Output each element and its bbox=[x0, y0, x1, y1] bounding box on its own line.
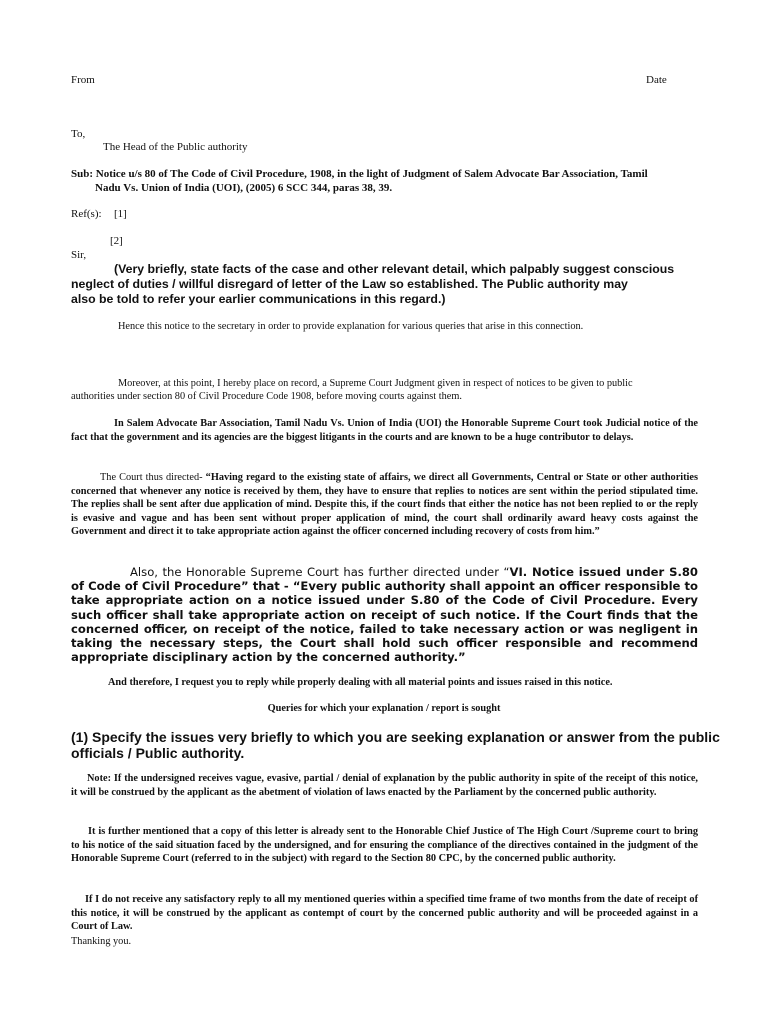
instruction-line-2: neglect of duties / willful disregard of letter of the Law so established. The Public authority may bbox=[71, 277, 628, 291]
note-paragraph: Note: If the undersigned receives vague, evasive, partial / denial of explanation by the public authority in spite of the receipt of this notice, it will be construed by the applicant as the abetment of violation of laws enacted by the Parliament by the concerned public authority. bbox=[71, 773, 698, 798]
closing-line: Thanking you. bbox=[71, 936, 132, 947]
court-directed-lead: The Court thus directed- bbox=[100, 472, 206, 483]
instruction-line-1: (Very briefly, state facts of the case and other relevant detail, which palpably suggest conscious bbox=[114, 262, 675, 276]
further-mentioned-paragraph: It is further mentioned that a copy of this letter is already sent to the Honorable Chief Justice of The High Court /Supreme court to bring to his notice of the said situation faced by the undersigned, and for ensuring the compliance of the directives contained in the judgment of the Honorable Supreme Court (referred to in the subject) with regard to the Section 80 CPC, by the concerned public authority. bbox=[71, 826, 698, 864]
query-1-line-2: officials / Public authority. bbox=[71, 745, 245, 761]
references-label: Ref(s): bbox=[71, 208, 102, 220]
instruction-line-3: also be told to refer your earlier communications in this regard.) bbox=[71, 292, 446, 306]
reference-2: [2] bbox=[110, 235, 123, 247]
also-directed-paragraph bbox=[71, 565, 698, 664]
date-label: Date bbox=[646, 74, 667, 86]
recipient-line: The Head of the Public authority bbox=[103, 141, 248, 153]
no-reply-paragraph: If I do not receive any satisfactory reply to all my mentioned queries within a specified time frame of two months from the date of receipt of this notice, it will be construed by the applicant as contempt of court by the concerned public authority and will be proceeded against in a Court of Law. bbox=[71, 894, 698, 932]
notice-paragraph: Hence this notice to the secretary in order to provide explanation for various queries that arise in this connection. bbox=[118, 321, 584, 332]
query-1-line-1: (1) Specify the issues very briefly to which you are seeking explanation or answer from the public bbox=[71, 729, 720, 745]
from-label: From bbox=[71, 74, 95, 86]
also-directed-quote: VI. Notice issued under S.80 of Code of Civil Procedure” that - “Every public authority shall appoint an officer responsible to take appropriate action on a notice issued under S.80 of the Code of Civil Procedure. Every such officer shall take appropriate action on receipt of such notice. If the Court finds that the concerned officer, on receipt of the notice, failed to take necessary action or was negligent in taking the necessary steps, the Court shall hold such officer responsible and recommend appropriate disciplinary action by the concerned authority.” bbox=[71, 565, 698, 665]
subject-line-1: Sub: Notice u/s 80 of The Code of Civil Procedure, 1908, in the light of Judgment of Salem Advocate Bar Association, Tamil bbox=[71, 168, 648, 180]
court-directed-quote: “Having regard to the existing state of affairs, we direct all Governments, Central or State or other authorities concerned that whenever any notice is received by them, they have to ensure that replies to notices are sent within the period stipulated time. The replies shall be sent after due application of mind. Despite this, if the court finds that either the notice has not been replied to or the reply is evasive and vague and has been sent without proper application of mind, the court shall ordinarily award heavy costs against the Government and direct it to take appropriate action against the officer concerned including recovery of costs from him.” bbox=[71, 472, 698, 537]
salutation: Sir, bbox=[71, 249, 87, 261]
to-label: To, bbox=[71, 128, 86, 140]
request-paragraph: And therefore, I request you to reply while properly dealing with all material points and issues raised in this notice. bbox=[108, 677, 613, 688]
court-directed-paragraph bbox=[71, 471, 698, 539]
salem-paragraph: In Salem Advocate Bar Association, Tamil Nadu Vs. Union of India (UOI) the Honorable Supreme Court took Judicial notice of the fact that the government and its agencies are the biggest litigants in the courts and are known to be a huge contributor to delays. bbox=[71, 418, 698, 443]
also-directed-lead: Also, the Honorable Supreme Court has further directed under “ bbox=[130, 565, 510, 579]
moreover-line-2: authorities under section 80 of Civil Procedure Code 1908, before moving courts against them. bbox=[71, 391, 462, 402]
reference-1: [1] bbox=[114, 208, 127, 220]
queries-heading: Queries for which your explanation / report is sought bbox=[267, 703, 501, 714]
subject-line-2: Nadu Vs. Union of India (UOI), (2005) 6 SCC 344, paras 38, 39. bbox=[95, 182, 393, 194]
moreover-line-1: Moreover, at this point, I hereby place on record, a Supreme Court Judgment given in respect of notices to be given to public bbox=[118, 378, 633, 389]
